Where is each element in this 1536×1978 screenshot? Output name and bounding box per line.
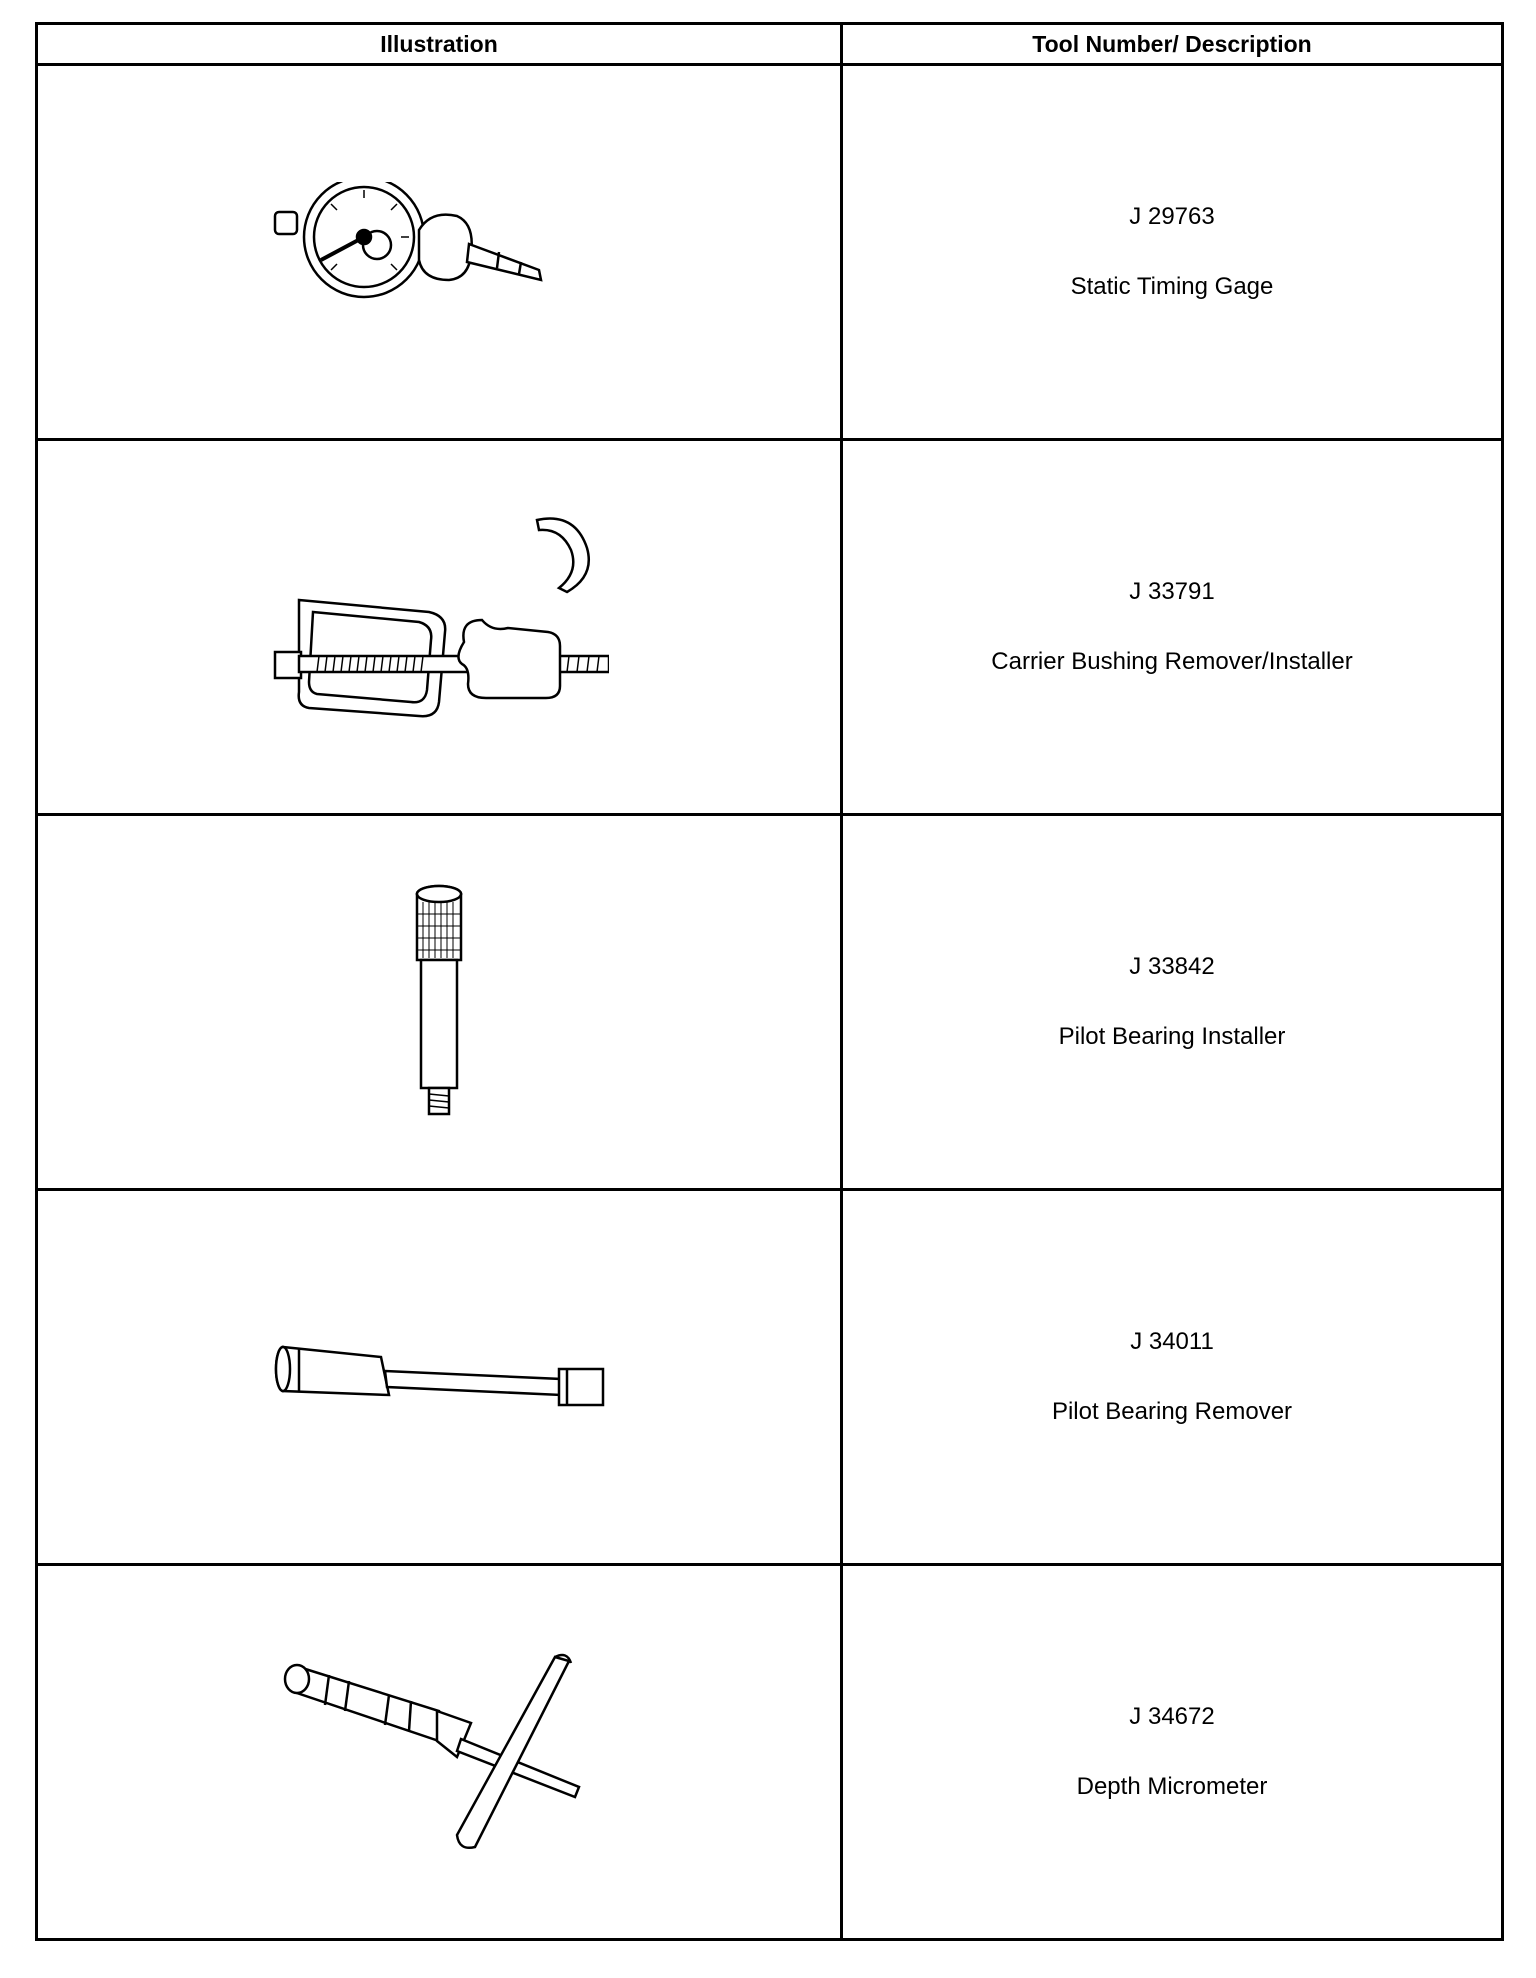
table-row bbox=[37, 1190, 1503, 1565]
bushing-puller-icon bbox=[269, 512, 609, 742]
table-row bbox=[37, 65, 1503, 440]
tool-number: J 29763 bbox=[1129, 203, 1215, 230]
table-row bbox=[37, 1565, 1503, 1940]
description-cell bbox=[842, 815, 1503, 1190]
bearing-installer-icon bbox=[379, 882, 499, 1122]
tool-description: Pilot Bearing Remover bbox=[1051, 1398, 1293, 1425]
tool-number: J 34011 bbox=[1130, 1328, 1214, 1355]
illustration-cell bbox=[37, 1565, 842, 1940]
tool-number: J 34672 bbox=[1129, 1703, 1215, 1730]
table-row bbox=[37, 815, 1503, 1190]
illustration-cell bbox=[37, 1190, 842, 1565]
description-cell bbox=[842, 1190, 1503, 1565]
tool-number: J 33842 bbox=[1129, 953, 1215, 980]
tool-header: Tool Number/ Description bbox=[842, 24, 1503, 65]
description-cell bbox=[842, 440, 1503, 815]
header-row bbox=[37, 24, 1503, 65]
illustration-cell bbox=[37, 815, 842, 1190]
tool-description: Pilot Bearing Installer bbox=[1058, 1023, 1286, 1050]
tool-description: Depth Micrometer bbox=[1076, 1773, 1268, 1800]
illustration-cell bbox=[37, 440, 842, 815]
dial-gauge-icon bbox=[269, 182, 609, 322]
illustration-cell bbox=[37, 65, 842, 440]
description-cell bbox=[842, 1565, 1503, 1940]
description-cell bbox=[842, 65, 1503, 440]
tool-table bbox=[35, 22, 1504, 1941]
tool-description: Static Timing Gage bbox=[1070, 273, 1274, 300]
illustration-header: Illustration bbox=[37, 24, 842, 65]
table-row bbox=[37, 440, 1503, 815]
bearing-remover-icon bbox=[269, 1337, 609, 1417]
tool-description: Carrier Bushing Remover/Installer bbox=[991, 648, 1353, 675]
depth-micrometer-icon bbox=[279, 1647, 599, 1857]
tool-number: J 33791 bbox=[1129, 578, 1215, 605]
